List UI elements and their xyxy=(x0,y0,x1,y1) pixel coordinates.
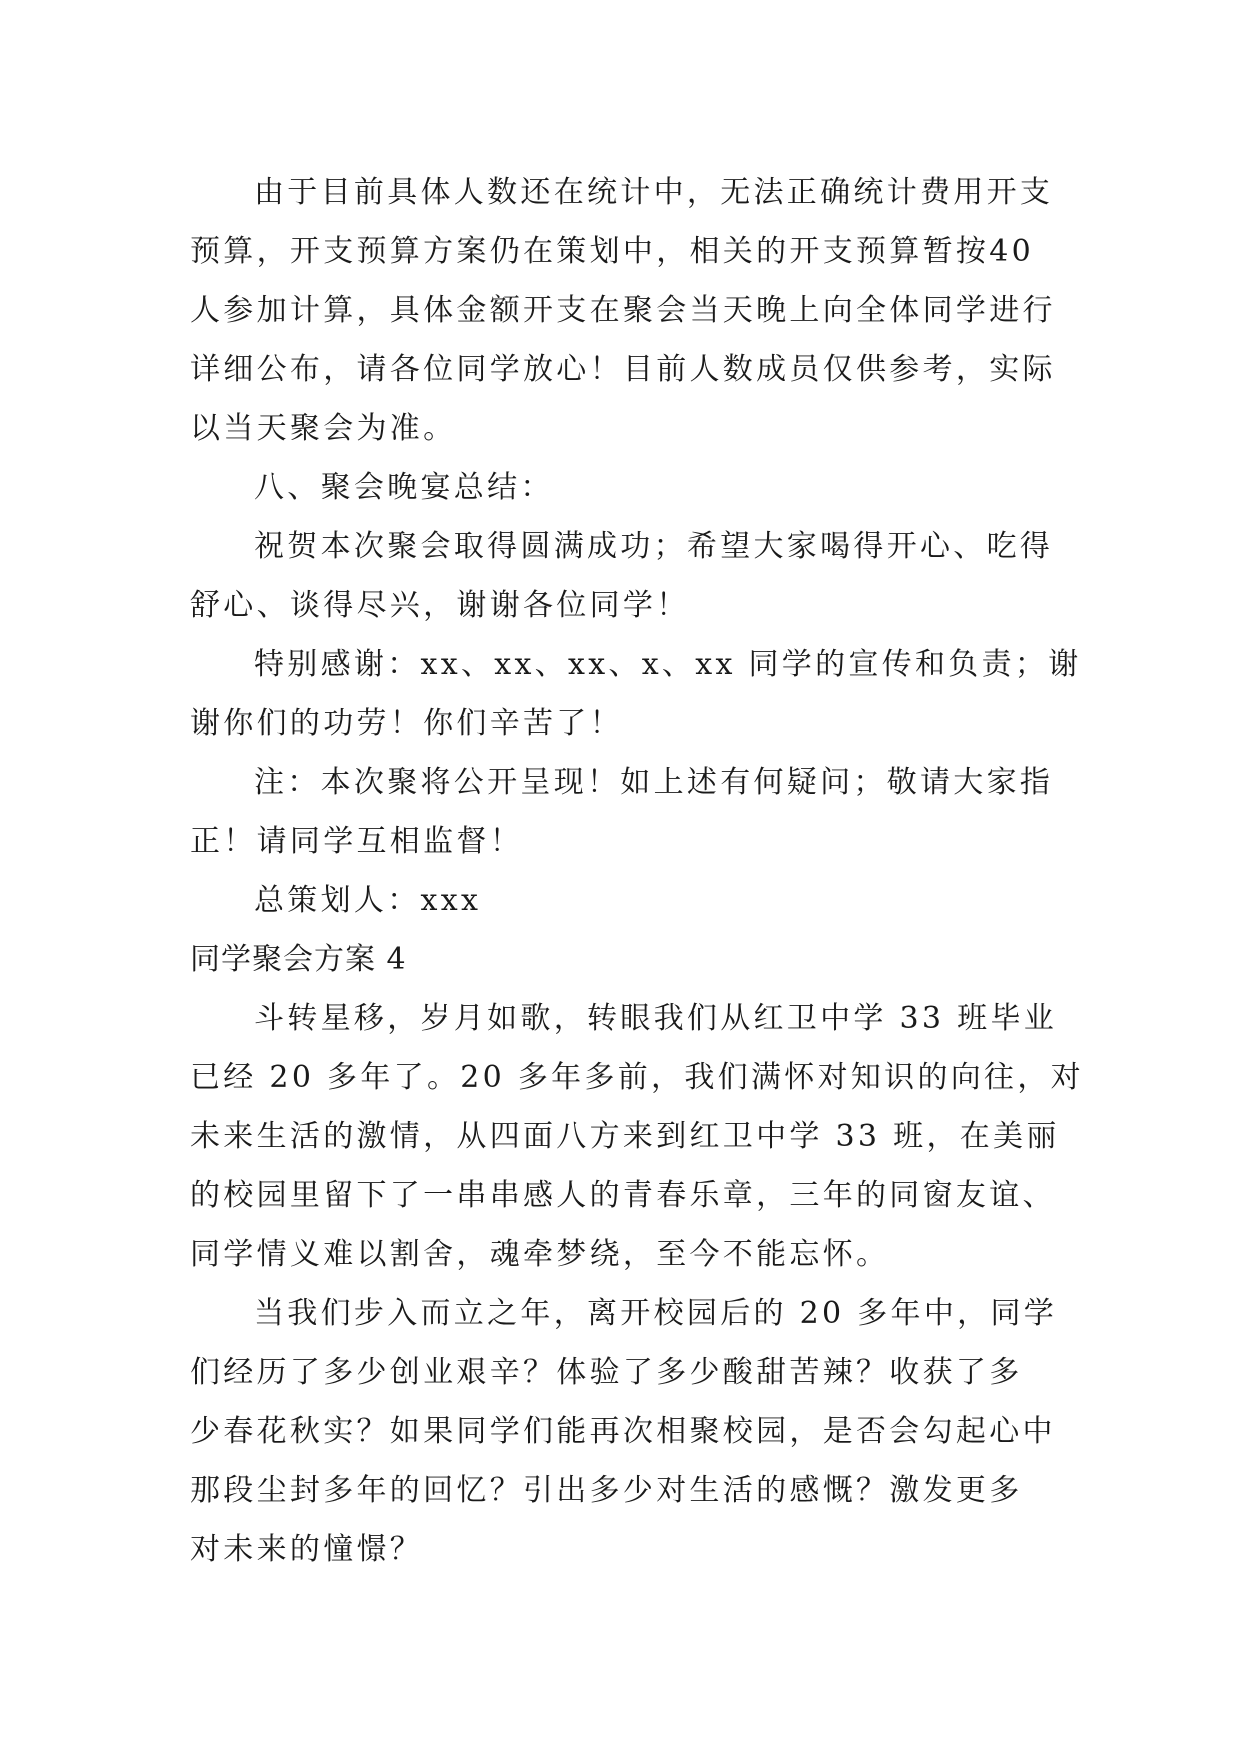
text-line: 谢你们的功劳！你们辛苦了！ xyxy=(190,706,623,741)
text-line: 的校园里留下了一串串感人的青春乐章，三年的同窗友谊、 xyxy=(190,1178,1056,1213)
text-line: 舒心、谈得尽兴，谢谢各位同学！ xyxy=(190,588,690,623)
text-line: 注：本次聚将公开呈现！如上述有何疑问；敬请大家指 xyxy=(254,765,1054,800)
text-line: 由于目前具体人数还在统计中，无法正确统计费用开支 xyxy=(254,175,1054,210)
text-line: 已经 20 多年了。20 多年多前，我们满怀对知识的向往，对 xyxy=(190,1060,1084,1095)
paragraph-reflection xyxy=(190,1284,1070,1579)
text-line: 少春花秋实？如果同学们能再次相聚校园，是否会勾起心中 xyxy=(190,1414,1056,1449)
paragraph-intro xyxy=(190,989,1084,1284)
text-line: 详细公布，请各位同学放心！目前人数成员仅供参考，实际 xyxy=(190,352,1056,387)
paragraph-note xyxy=(190,753,1070,871)
text-line: 正！请同学互相监督！ xyxy=(190,824,523,859)
text-line: 以当天聚会为准。 xyxy=(190,411,457,446)
text-line: 未来生活的激情，从四面八方来到红卫中学 33 班，在美丽 xyxy=(190,1119,1060,1154)
paragraph-special-thanks xyxy=(190,635,1082,753)
text-line: 们经历了多少创业艰辛？体验了多少酸甜苦辣？收获了多 xyxy=(190,1355,1023,1390)
paragraph-wishes xyxy=(190,517,1070,635)
section-heading-plan-four xyxy=(190,930,1070,989)
text-line: 当我们步入而立之年，离开校园后的 20 多年中，同学 xyxy=(254,1296,1058,1331)
text-line: 人参加计算，具体金额开支在聚会当天晚上向全体同学进行 xyxy=(190,293,1056,328)
text-line: 祝贺本次聚会取得圆满成功；希望大家喝得开心、吃得 xyxy=(254,529,1054,564)
document-body xyxy=(190,163,1084,1579)
text-line: 特别感谢：xx、xx、xx、x、xx 同学的宣传和负责；谢 xyxy=(254,647,1082,682)
text-line: 对未来的憧憬？ xyxy=(190,1532,424,1567)
text-line: 预算，开支预算方案仍在策划中，相关的开支预算暂按40 xyxy=(190,234,1034,269)
text-line: 八、聚会晚宴总结： xyxy=(254,470,554,505)
section-heading-summary xyxy=(190,458,1070,517)
paragraph-chief-planner xyxy=(190,871,1070,930)
text-line: 斗转星移，岁月如歌，转眼我们从红卫中学 33 班毕业 xyxy=(254,1001,1058,1036)
text-line: 那段尘封多年的回忆？引出多少对生活的感慨？激发更多 xyxy=(190,1473,1023,1508)
text-line: 同学聚会方案 4 xyxy=(190,942,407,977)
text-line: 同学情义难以割舍，魂牵梦绕，至今不能忘怀。 xyxy=(190,1237,890,1272)
text-line: 总策划人：xxx xyxy=(254,883,482,918)
paragraph-budget-note xyxy=(190,163,1070,458)
